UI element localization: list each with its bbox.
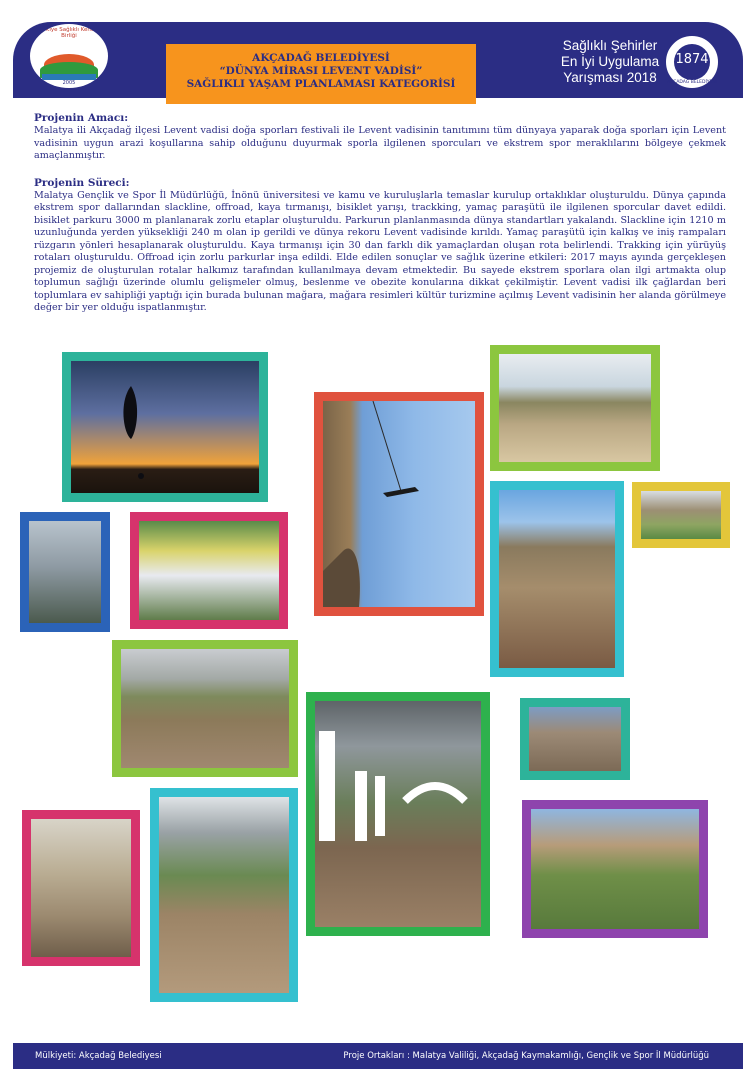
hikers-valley-photo [522, 800, 708, 938]
project-description [34, 112, 726, 329]
trekking-group-photo [490, 345, 660, 471]
logo-left-year: 2005 [62, 80, 76, 86]
festival-arch-photo [306, 692, 490, 936]
footer-bar [13, 1043, 743, 1069]
aim-heading: Projenin Amacı: [34, 112, 129, 124]
climber-on-rope [323, 401, 475, 607]
process-paragraph: Malatya Gençlik ve Spor İl Müdürlüğü, İnönü üniversitesi ve kamu ve kuruluşlarla temaslar kurulup ortaklıklar oluşturuldu. Dünya çapında ekstrem spor dallarından slackline, offroad, kaya tırmanışı, bisiklet yarışı, trackking, yamaç paraşütü ile ilgilenen sporcular davet edildi. bisiklet parkuru 3000 m planlanarak zorlu etaplar oluşturuldu. Parkurun planlanmasında dünya standartları yakalandı. Slackline için 1210 m uzunluğunda yerden yüksekliği 240 m olan ip gerildi ve dünya rekoru Levent vadisinde kırıldı. Yamaç paraşütü için kalkış ve iniş rampaları rüzgarın yönleri hesaplanarak oluşturuldu. Kaya tırmanışı için 30 dan farklı dik yamaçlardan oluşan rota belirlendi. Trakking için yürüyüş rotaları oluşturuldu. Offroad için zorlu parkurlar inşa edildi. Elde edilen sonuçlar ve sağlık üzerine etkileri: 2017 mayıs ayında gerçekleşen projemiz de oluşturulan rotalar halkımız tarafından kullanılmaya devam etmektedir. Bu sayede ekstrem sporlara olan ilgi artmakta olup toplumun sağlığı üzerinde olumlu gelişmeler olmuş, beslenme ve obezite konularına dikkat çekilmiştir. Levent vadisi ilk çağlardan beri toplumlara ev sahipliği yaptığı için burada bulunan mağara, mağara resimleri kültür turizmine açılmış Levent vadisinin her alanda görülmeye değer bir yer olduğu ispatlanmıştır. [34, 189, 726, 313]
title-box [166, 44, 476, 104]
logo-right-year: 1874 [675, 52, 709, 67]
rope-course-photo [112, 640, 298, 777]
title-line-1: AKÇADAĞ BELEDİYESİ [252, 52, 390, 64]
award-line-1: Sağlıklı Şehirler [562, 38, 658, 53]
logo-right-text: AKÇADAĞ BELEDİYESİ [667, 80, 717, 85]
award-line-2: En İyi Uygulama [560, 54, 660, 69]
footer-partners: Proje Ortakları : Malatya Valiliği, Akçadağ Kaymakamlığı, Gençlik ve Spor İl Müdürlüğü [343, 1051, 709, 1061]
title-line-2: “DÜNYA MİRASI LEVENT VADİSİ” [219, 65, 423, 77]
process-heading: Projenin Süreci: [34, 176, 130, 189]
rope-climbing-photo [314, 392, 484, 616]
title-line-3: SAĞLIKLI YAŞAM PLANLAMASI KATEGORİSİ [186, 78, 456, 90]
handstand-photo [520, 698, 630, 780]
paragliding-sunset-photo [62, 352, 268, 502]
footer-owner: Mülkiyeti: Akçadağ Belediyesi [35, 1051, 162, 1061]
logo-right-emblem [674, 44, 710, 80]
aim-paragraph: Malatya ili Akçadağ ilçesi Levent vadisi doğa sporları festivali ile Levent vadisinin tanıtımını tüm dünyaya yaparak doğa sporları için Levent vadisinin uygun arazi koşullarına sahip olduğunu duyurmak sporla ilgilenen sporcuları ve ekstrem spor meraklılarını bölgeye çekmek amaçlanmıştır. [34, 125, 726, 161]
akcadag-municipality-logo [664, 34, 720, 90]
cave-rock-photo [22, 810, 140, 966]
festival-banners [315, 701, 481, 927]
slackline-photo [20, 512, 110, 632]
logo-left-text: Türkiye Sağlıklı Kentler Birliği [37, 27, 101, 39]
paraglider-silhouette [71, 361, 259, 493]
award-line-3: Yarışması 2018 [563, 70, 657, 85]
bicycle-stunt-photo [130, 512, 288, 629]
healthy-cities-logo [30, 24, 108, 88]
offroad-canyon-photo [490, 481, 624, 677]
valley-camp-photo [632, 482, 730, 548]
mountain-bike-photo [150, 788, 298, 1002]
award-title [550, 38, 670, 86]
